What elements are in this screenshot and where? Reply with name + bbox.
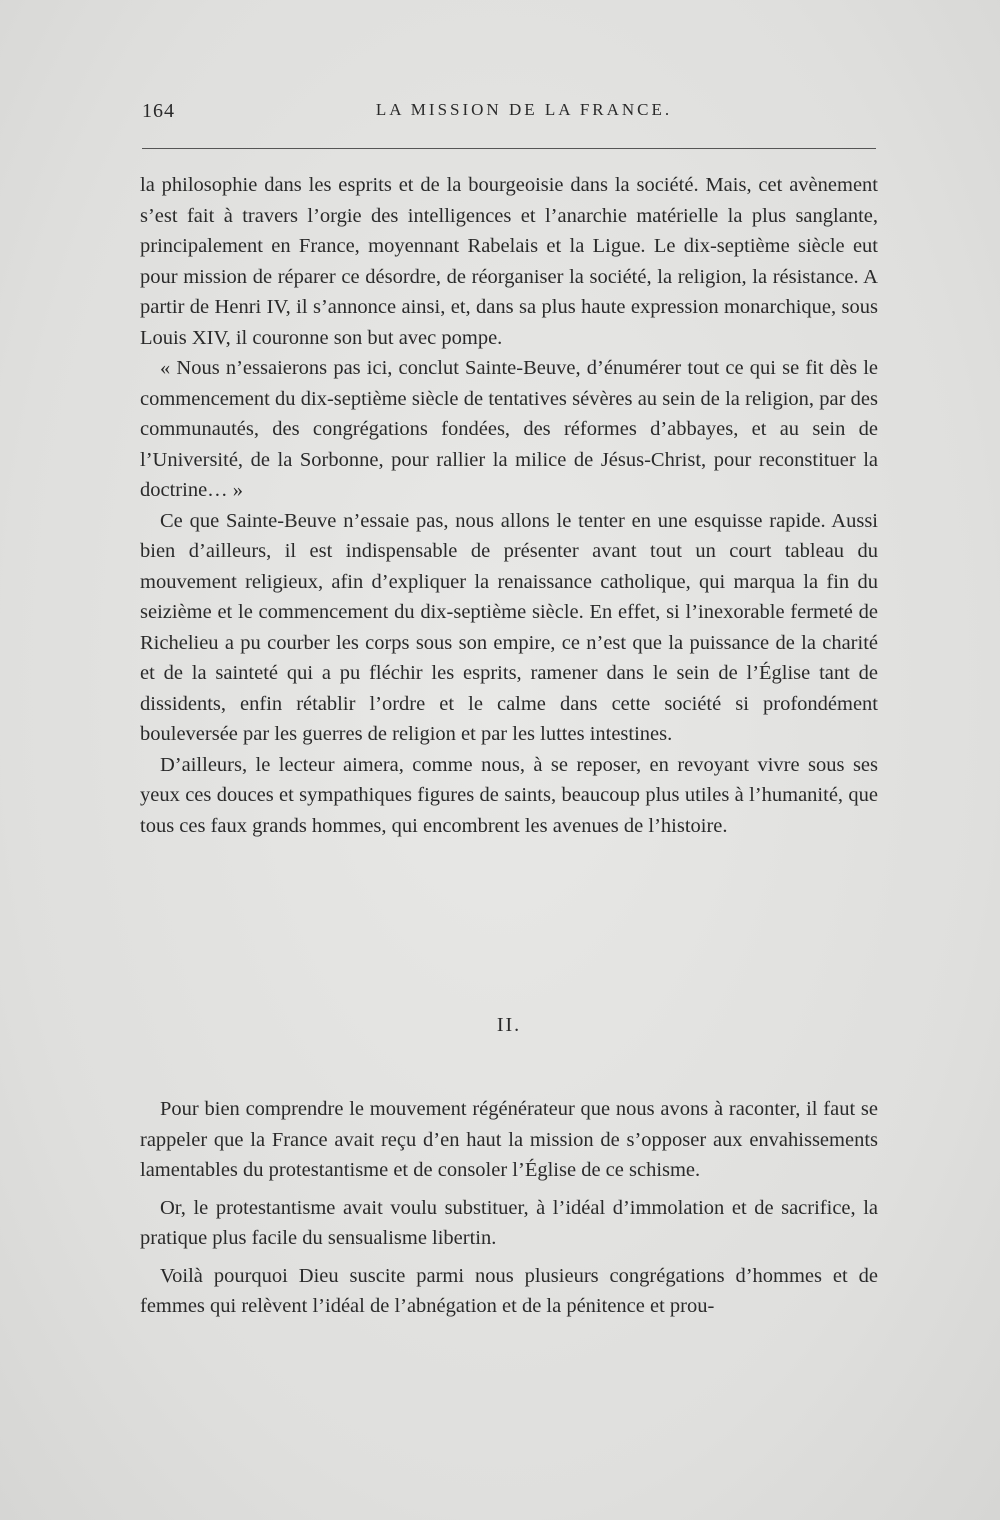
running-title: LA MISSION DE LA FRANCE. — [375, 100, 673, 119]
paragraph: Pour bien comprendre le mouvement régénérateur que nous avons à raconter, il faut se rappeler que la France avait reçu d’en haut la mission de s’opposer aux envahissements lamentables du protestantisme et de consoler l’Église de ce schisme. — [140, 1098, 878, 1181]
running-head — [142, 100, 876, 130]
paragraph: Ce que Sainte-Beuve n’essaie pas, nous allons le tenter en une esquisse rapide. Aussi bien d’ailleurs, il est indispensable de présenter avant tout un court tableau du mouvement religieux, afin d’expliquer la renaissance catholique, qui marqua la fin du seizième et le commencement du dix-septième siècle. En effet, si l’inexorable fermeté de Richelieu a pu courber les corps sous son empire, ce n’est que la puissance de la charité et de la sainteté qui a pu fléchir les esprits, ramener dans le sein de l’Église tant de dissidents, enfin rétablir l’ordre et le calme dans cette société si profondément bouleversée par les guerres de religion et par les luttes intestines. — [140, 509, 878, 745]
paragraph: Voilà pourquoi Dieu suscite parmi nous plusieurs congrégations d’hommes et de femmes qui relèvent l’idéal de l’abnégation et de la pénitence et prou- — [140, 1264, 878, 1317]
page-number: 164 — [142, 100, 175, 122]
section-heading: II. — [496, 1014, 522, 1036]
paragraph: D’ailleurs, le lecteur aimera, comme nous, à se reposer, en revoyant vivre sous ses yeux ces douces et sympathiques figures de saints, beaucoup plus utiles à l’humanité, que tous ces faux grands hommes, qui encombrent les avenues de l’histoire. — [140, 753, 878, 837]
header-rule — [142, 148, 876, 149]
paragraph: « Nous n’essaierons pas ici, conclut Sainte-Beuve, d’énumérer tout ce qui se fit dès le commencement du dix-septième siècle de tentatives sévères au sein de la religion, par des communautés, des congrégations fondées, des réformes d’abbayes, et au sein de l’Université, de la Sorbonne, pour rallier la milice de Jésus-Christ, pour reconstituer la doctrine… » — [140, 357, 878, 501]
paragraph: la philosophie dans les esprits et de la bourgeoisie dans la société. Mais, cet avènement s’est fait à travers l’orgie des intelligences et l’anarchie matérielle la plus sanglante, principalement en France, moyennant Rabelais et la Ligue. Le dix-septième siècle eut pour mission de réparer ce désordre, de réorganiser la société, la religion, la résistance. A partir de Henri IV, il s’annonce ainsi, et, dans sa plus haute expression monarchique, sous Louis XIV, il couronne son but avec pompe. — [140, 174, 878, 349]
paragraph: Or, le protestantisme avait voulu substituer, à l’idéal d’immolation et de sacrifice, la pratique plus facile du sensualisme libertin. — [140, 1196, 878, 1249]
section-2-body — [140, 1094, 878, 1322]
section-1-body — [140, 170, 878, 841]
